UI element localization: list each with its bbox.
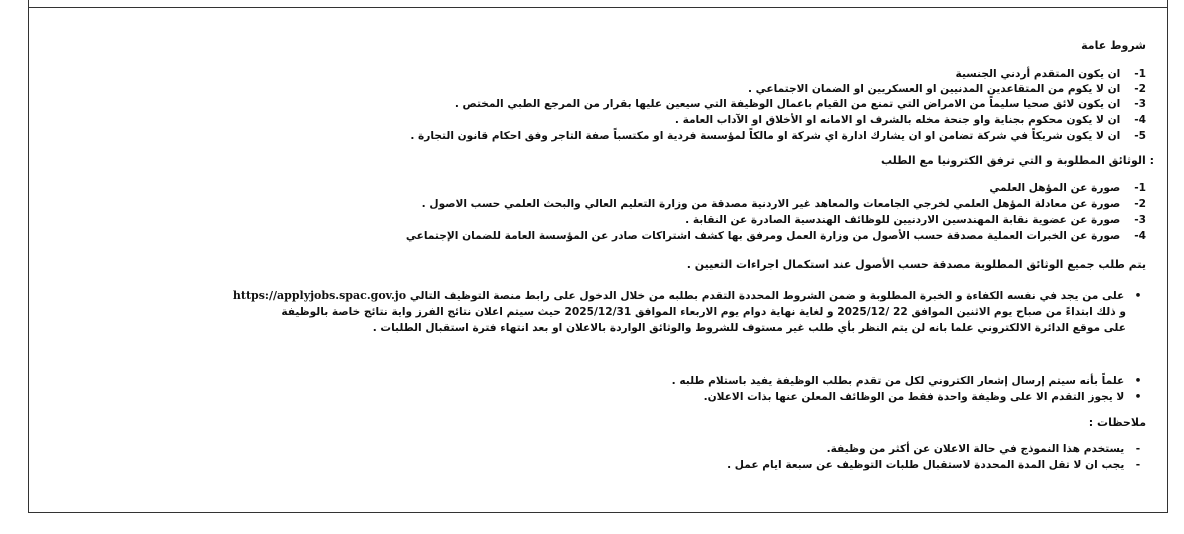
note-text: يستخدم هذا النموذج في حالة الاعلان عن أكثر من وظيفة. bbox=[826, 443, 1125, 455]
apply-text: على من يجد في نفسه الكفاءة و الخبرة المطلوبة و ضمن الشروط المحددة التقدم بطلبه من خلال الدخول على رابط منصة التوظيف التالي bbox=[409, 290, 1125, 302]
bullet-icon: • bbox=[1134, 290, 1142, 302]
item-text: صورة عن معادلة المؤهل العلمي لخرجي الجامعات والمعاهد غير الاردنية مصدقة من وزارة التعليم العالي والبحث العلمي حسب الاصول . bbox=[421, 198, 1121, 210]
bullet-text: لا يجوز التقدم الا على وظيفة واحدة فقط من الوظائف المعلن عنها بذات الاعلان. bbox=[703, 391, 1125, 403]
item-number: 5- bbox=[1134, 130, 1146, 142]
item-number: 4- bbox=[1134, 230, 1146, 242]
required-documents-title: : الوثائق المطلوبة و التي ترفق الكترونيا مع الطلب bbox=[880, 154, 1154, 167]
document-item bbox=[406, 229, 1146, 243]
item-text: ان لا يكون شريكاً في شركة تضامن او ان يشارك ادارة اي شركة او مالكاً لمؤسسة فردية او مكتسباً صفة التاجر وفق احكام قانون التجارة . bbox=[410, 130, 1121, 142]
item-text: ان لا يكون محكوم بجناية واو جنحة مخله بالشرف او الامانه او الأخلاق او الآداب العامة . bbox=[674, 114, 1121, 126]
dash-icon: - bbox=[1135, 443, 1141, 455]
document-item bbox=[422, 197, 1146, 211]
info-bullet bbox=[672, 374, 1148, 388]
apply-bullet-line1 bbox=[233, 289, 1148, 303]
general-conditions-title: شروط عامة bbox=[1081, 39, 1146, 52]
note-item bbox=[827, 442, 1148, 456]
apply-line2: و ذلك ابتداءً من صباح يوم الاثنين الموافق 22 /2025/12 و لغاية نهاية دوام يوم الاربعاء الموافق 2025/12/31 حيث سيتم اعلان نتائج الفرز واية نتائج خاصة بالوظيفة bbox=[281, 306, 1126, 318]
general-item bbox=[956, 67, 1146, 81]
dash-icon: - bbox=[1135, 459, 1141, 471]
notes-title: ملاحظات : bbox=[1088, 416, 1146, 429]
general-item bbox=[410, 129, 1146, 143]
item-text: صورة عن عضوية نقابة المهندسين الاردنيين للوظائف الهندسية الصادرة عن النقابة . bbox=[685, 214, 1121, 226]
item-number: 2- bbox=[1134, 83, 1146, 95]
item-number: 4- bbox=[1134, 114, 1146, 126]
item-text: ان يكون لائق صحيا سليماً من الامراض التي تمنع من القيام باعمال الوظيفة التي سيعين عليها بقرار من المرجع الطبي المختص . bbox=[454, 98, 1121, 110]
bullet-text: علماً بأنه سيتم إرسال إشعار الكتروني لكل من تقدم بطلب الوظيفة يفيد باستلام طلبه . bbox=[671, 375, 1125, 387]
general-item bbox=[455, 97, 1146, 111]
bullet-icon: • bbox=[1134, 375, 1142, 387]
item-number: 2- bbox=[1134, 198, 1146, 210]
item-number: 1- bbox=[1134, 68, 1146, 80]
note-item bbox=[727, 458, 1148, 472]
apply-url-link[interactable]: https://applyjobs.spac.gov.jo bbox=[232, 289, 407, 302]
info-bullet bbox=[704, 390, 1148, 404]
document-item bbox=[989, 181, 1146, 195]
item-number: 1- bbox=[1134, 182, 1146, 194]
item-number: 3- bbox=[1134, 98, 1146, 110]
document-item bbox=[685, 213, 1146, 227]
note-text: يجب ان لا تقل المدة المحددة لاستقبال طلبات التوظيف عن سبعة ايام عمل . bbox=[727, 459, 1125, 471]
general-item bbox=[675, 113, 1146, 127]
item-text: صورة عن المؤهل العلمي bbox=[989, 182, 1121, 194]
bullet-icon: • bbox=[1134, 391, 1142, 403]
general-item bbox=[748, 82, 1146, 96]
item-number: 3- bbox=[1134, 214, 1146, 226]
item-text: ان يكون المتقدم أردني الجنسية bbox=[955, 68, 1121, 80]
apply-line3: على موقع الدائرة الالكتروني علما بانه لن يتم النظر بأي طلب غير مستوف للشروط والوثائق الواردة بالاعلان او بعد انتهاء فترة استقبال الطلبات . bbox=[372, 322, 1126, 334]
item-text: صورة عن الخبرات العملية مصدقة حسب الأصول من وزارة العمل ومرفق بها كشف اشتراكات صادر عن المؤسسة العامة للضمان الإجتماعي bbox=[405, 230, 1121, 242]
item-text: ان لا يكوم من المتقاعدين المدنيين او العسكريين او الضمان الاجتماعي . bbox=[747, 83, 1121, 95]
request-note: يتم طلب جميع الوثائق المطلوبة مصدقة حسب الأصول عند استكمال اجراءات التعيين . bbox=[686, 258, 1146, 271]
